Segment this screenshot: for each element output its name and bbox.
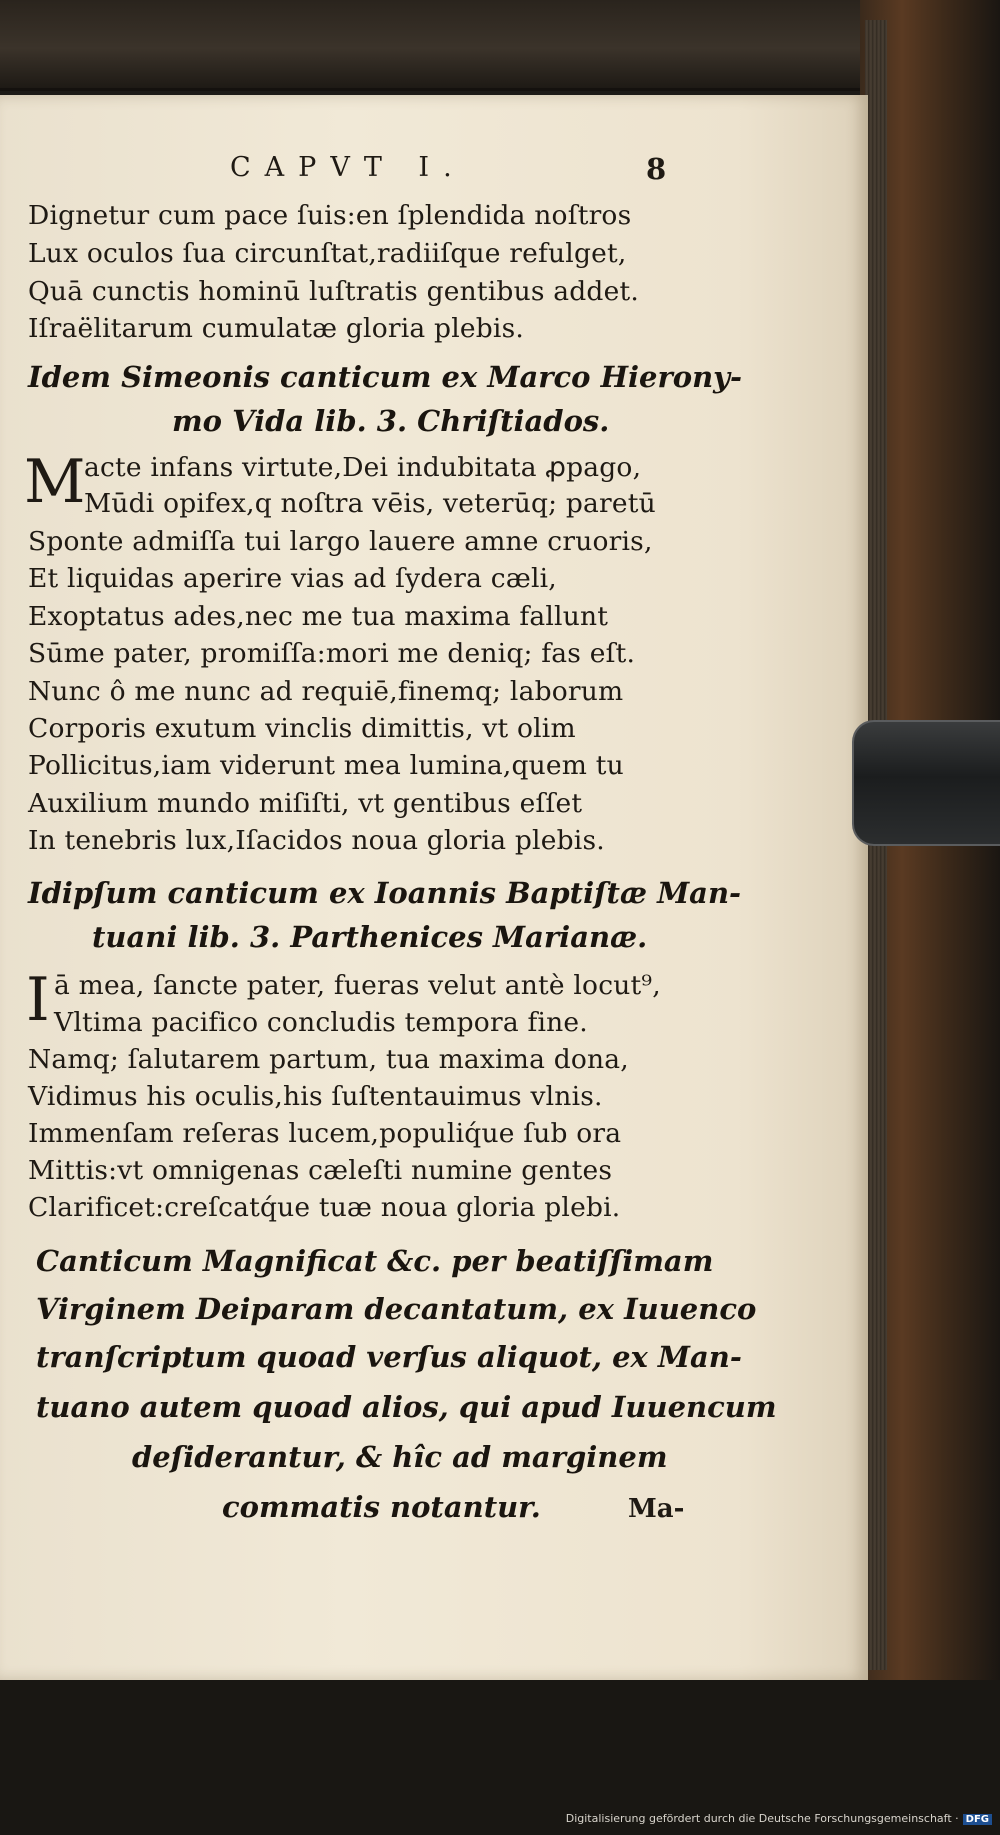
verse-line: Sūme pater, promiſſa:mori me deniq; fas eſt. [28,638,636,669]
section-heading: commatis notantur. [222,1490,541,1524]
book-top-edge [0,0,900,91]
section-heading: deſiderantur, & hîc ad marginem [132,1440,668,1474]
section-heading: Canticum Magnificat &c. per beatiſſimam [36,1244,714,1278]
running-head: CAPVT I. [230,152,466,183]
section-heading: tuani lib. 3. Parthenices Marianæ. [92,920,648,954]
verse-line: Corporis exutum vinclis dimittis, vt olim [28,713,576,744]
verse-line: Quā cunctis hominū luſtratis gentibus addet. [28,276,639,307]
dfg-logo: DFG [963,1814,992,1825]
verse-line: Vltima pacifico concludis tempora fine. [54,1007,588,1038]
verse-line: Immenſam reſeras lucem,populiq́ue ſub ora [28,1118,622,1149]
digitization-credit [566,1812,992,1825]
credit-text: Digitalisierung gefördert durch die Deutsche Forschungsgemeinschaft · [565,1812,959,1825]
verse-line: Sponte admiſſa tui largo lauere amne cruoris, [28,526,653,557]
verse-line: Auxilium mundo miſiſti, vt gentibus eſſet [28,788,583,819]
verse-line: Namq; ſalutarem partum, tua maxima dona, [28,1044,629,1075]
verse-line: Mūdi opifex,q noſtra vēis, veterūq; paretū [84,488,656,519]
section-heading: tranſcriptum quoad verſus aliquot, ex Man- [36,1340,742,1374]
verse-line: Pollicitus,iam viderunt mea lumina,quem tu [28,750,624,781]
verse-line: Vidimus his oculis,his ſuſtentauimus vlnis. [28,1081,603,1112]
book-clasp [852,720,1000,846]
verse-line: Nunc ô me nunc ad requiē,finemq; laborum [28,676,624,707]
drop-capital: I [26,965,50,1035]
catchword: Ma- [628,1494,685,1524]
drop-capital: M [24,447,86,517]
section-heading: tuano autem quoad alios, qui apud Iuuencum [36,1390,777,1424]
section-heading: Idipſum canticum ex Ioannis Baptiſtæ Man- [28,876,742,910]
verse-line: Clarificet:creſcatq́ue tuæ noua gloria plebi. [28,1192,621,1223]
section-heading: Virginem Deiparam decantatum, ex Iuuenco [36,1292,757,1326]
verse-line: In tenebris lux,Iſacidos noua gloria plebis. [28,825,605,856]
verse-line: ā mea, ſancte pater, fueras velut antè locut⁹, [54,970,661,1001]
verse-line: Lux oculos ſua circunſtat,radiiſque refulget, [28,238,627,269]
section-heading: mo Vida lib. 3. Chriſtiados. [172,404,610,438]
verse-line: acte infans virtute,Dei indubitata ꝓpago, [84,452,642,483]
verse-line: Exoptatus ades,nec me tua maxima fallunt [28,601,609,632]
verse-line: Iſraëlitarum cumulatæ gloria plebis. [28,313,525,344]
verse-line: Mittis:vt omnigenas cæleſti numine gentes [28,1155,613,1186]
page-number: 8 [646,152,667,186]
verse-line: Dignetur cum pace ſuis:en ſplendida noſtros [28,200,632,231]
verse-line: Et liquidas aperire vias ad ſydera cæli, [28,563,557,594]
section-heading: Idem Simeonis canticum ex Marco Hierony- [28,360,743,394]
